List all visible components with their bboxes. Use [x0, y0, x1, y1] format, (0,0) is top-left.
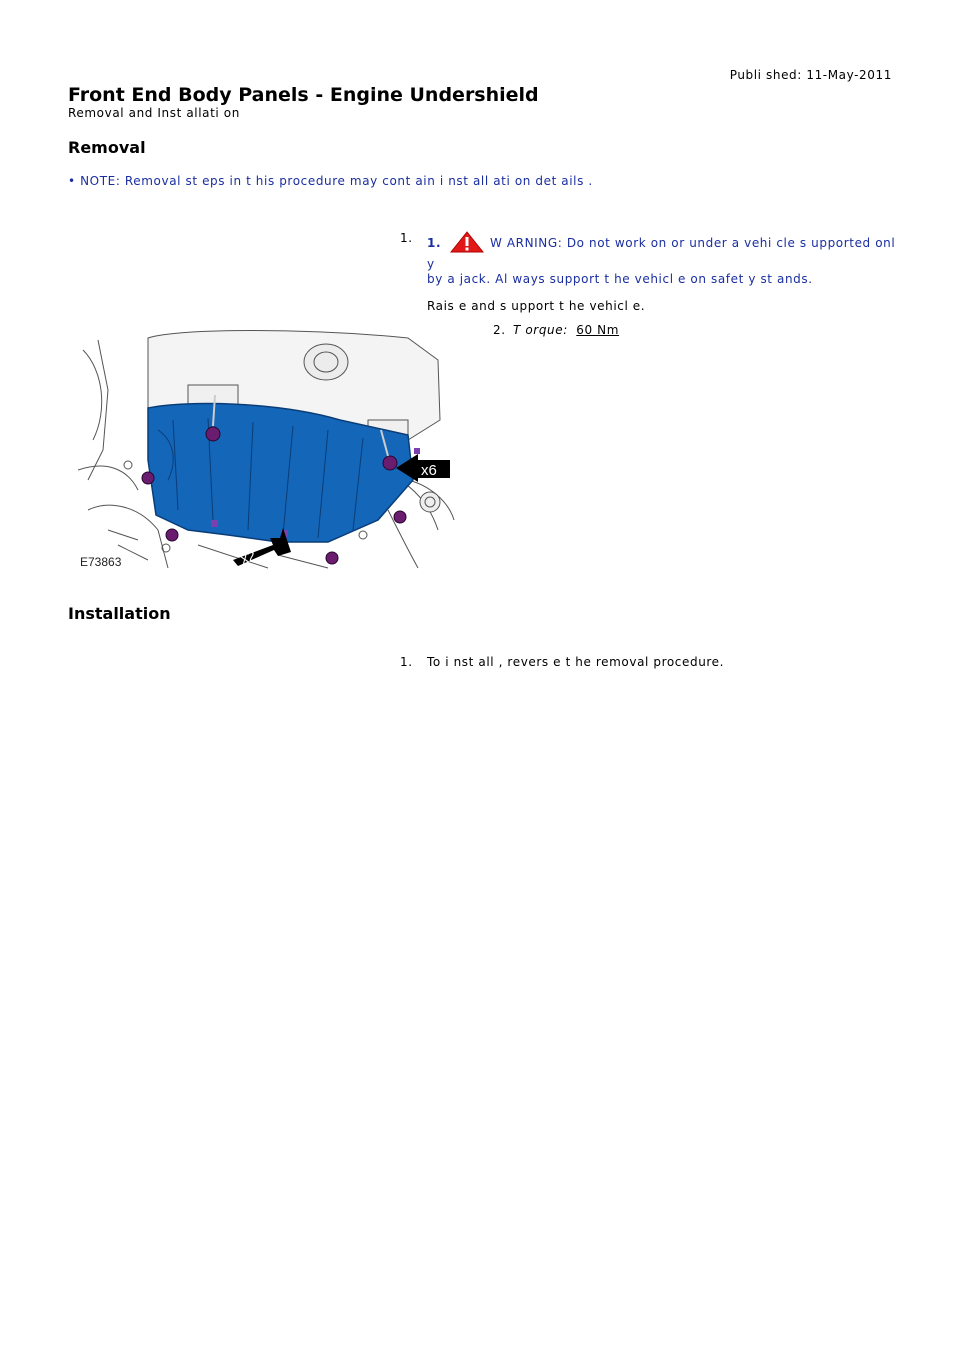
callout-x2-label: x2 — [238, 546, 258, 567]
step-number: 1. — [400, 655, 413, 669]
step-instruction: Rais e and s upport t he vehicl e. — [427, 299, 646, 313]
step-body: To i nst all , revers e t he removal procedure. — [427, 655, 725, 669]
removal-step-1 — [400, 231, 900, 313]
warning-triangle-icon — [450, 231, 484, 257]
page-subtitle: Removal and Inst allati on — [68, 106, 240, 120]
installation-step-1 — [400, 655, 900, 675]
warning-text — [427, 231, 897, 287]
page-title: Front End Body Panels - Engine Undershield — [68, 84, 539, 106]
undershield-illustration — [78, 330, 456, 570]
step-body — [513, 323, 960, 338]
removal-note: • NOTE: Removal st eps in t his procedure may cont ain i nst all ati on det ails . — [68, 174, 593, 188]
figure-id-label: E73863 — [80, 555, 122, 569]
torque-label: T orque: — [513, 323, 568, 337]
step-body — [427, 231, 897, 314]
warning-line-1: W ARNING: Do not work on or under a vehi cle s upported onl y — [427, 236, 896, 271]
torque-value-link[interactable]: 60 Nm — [576, 323, 620, 337]
removal-heading: Removal — [68, 138, 146, 157]
warning-line-2: by a jack. Al ways support t he vehicl e on safet y st ands. — [427, 272, 813, 286]
step-number: 2. — [493, 323, 506, 337]
published-date: Publi shed: 11-May-2011 — [729, 68, 892, 82]
warning-prefix: 1. — [427, 236, 442, 250]
step-number: 1. — [400, 231, 413, 245]
installation-heading: Installation — [68, 604, 171, 623]
callout-x6-label: x6 — [421, 462, 437, 479]
removal-step-2 — [493, 323, 893, 343]
